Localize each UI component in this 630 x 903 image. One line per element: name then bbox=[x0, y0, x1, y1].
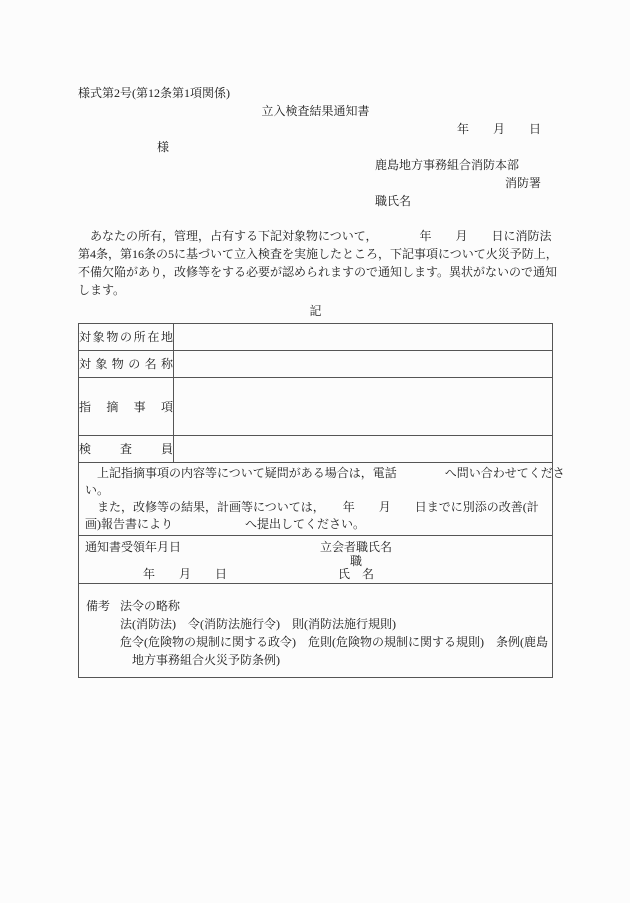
notice-paragraph-line: あなたの所有，管理，占有する下記対象物について， 年 月 日に消防法 bbox=[78, 229, 552, 243]
remarks-line: 法令の略称 bbox=[120, 599, 181, 613]
field-label-location: 対象物の所在地 bbox=[79, 324, 174, 351]
issuer-organization: 鹿島地方事務組合消防本部 bbox=[375, 158, 520, 172]
receipt-date-label: 通知書受領年月日 bbox=[85, 540, 182, 554]
table-row-location bbox=[79, 324, 553, 351]
inquiry-note-line: 画)報告書により へ提出してください。 bbox=[85, 517, 365, 531]
table-row-inspector bbox=[79, 436, 553, 463]
remarks-line: 地方事務組合火災予防条例) bbox=[132, 653, 281, 667]
receipt-section bbox=[79, 536, 552, 583]
witness-name-blank: 氏 名 bbox=[337, 567, 374, 581]
inquiry-note-line: 上記指摘事項の内容等について疑問がある場合は，電話 へ問い合わせてくださ bbox=[85, 466, 565, 480]
ki-heading: 記 bbox=[309, 304, 322, 318]
notice-paragraph-line: します。 bbox=[78, 283, 126, 297]
field-value-location bbox=[174, 324, 553, 351]
table-row-receipt bbox=[79, 536, 553, 584]
field-value-inspector bbox=[174, 436, 553, 463]
table-row-findings bbox=[79, 378, 553, 436]
field-label-name: 対象物の名称 bbox=[79, 351, 174, 378]
table-row-inquiry-note bbox=[79, 463, 553, 536]
field-label-inspector: 検査員 bbox=[79, 436, 174, 463]
field-value-findings bbox=[174, 378, 553, 436]
table-row-remarks bbox=[79, 584, 553, 678]
remarks-lines bbox=[120, 597, 548, 669]
notice-paragraph-line: 不備欠陥があり，改修等をする必要が認められますので通知します。異状がないので通知 bbox=[78, 265, 558, 279]
issuer-name-label: 職氏名 bbox=[375, 194, 412, 208]
remarks-line: 法(消防法) 令(消防法施行令) 則(消防法施行規則) bbox=[120, 617, 396, 631]
header-date-blank: 年 月 日 bbox=[456, 122, 541, 136]
form-number: 様式第2号(第12条第1項関係) bbox=[78, 86, 230, 100]
receipt-date-blank: 年 月 日 bbox=[143, 567, 228, 581]
remarks-label: 備考 bbox=[86, 599, 111, 613]
remarks-section bbox=[79, 584, 552, 677]
witness-title-blank: 職 bbox=[349, 554, 362, 568]
inquiry-note bbox=[79, 463, 565, 535]
issuer-fire-station: 消防署 bbox=[505, 176, 542, 190]
field-label-findings: 指摘事項 bbox=[79, 378, 174, 436]
addressee-suffix: 様 bbox=[157, 140, 170, 154]
notice-paragraph bbox=[78, 227, 558, 299]
table-row-name bbox=[79, 351, 553, 378]
witness-label: 立会者職氏名 bbox=[320, 540, 393, 554]
field-value-name bbox=[174, 351, 553, 378]
inspection-form-table bbox=[78, 323, 565, 678]
document-title: 立入検査結果通知書 bbox=[261, 104, 370, 118]
notice-paragraph-line: 第4条，第16条の5に基づいて立入検査を実施したところ，下記事項について火災予防上， bbox=[78, 247, 558, 261]
form-content bbox=[78, 84, 565, 678]
inquiry-note-line: また，改修等の結果，計画等については， 年 月 日までに別添の改善(計 bbox=[85, 500, 539, 514]
remarks-line: 危令(危険物の規制に関する政令) 危則(危険物の規制に関する規則) 条例(鹿島 bbox=[120, 635, 548, 649]
inquiry-note-line: い。 bbox=[85, 483, 110, 497]
